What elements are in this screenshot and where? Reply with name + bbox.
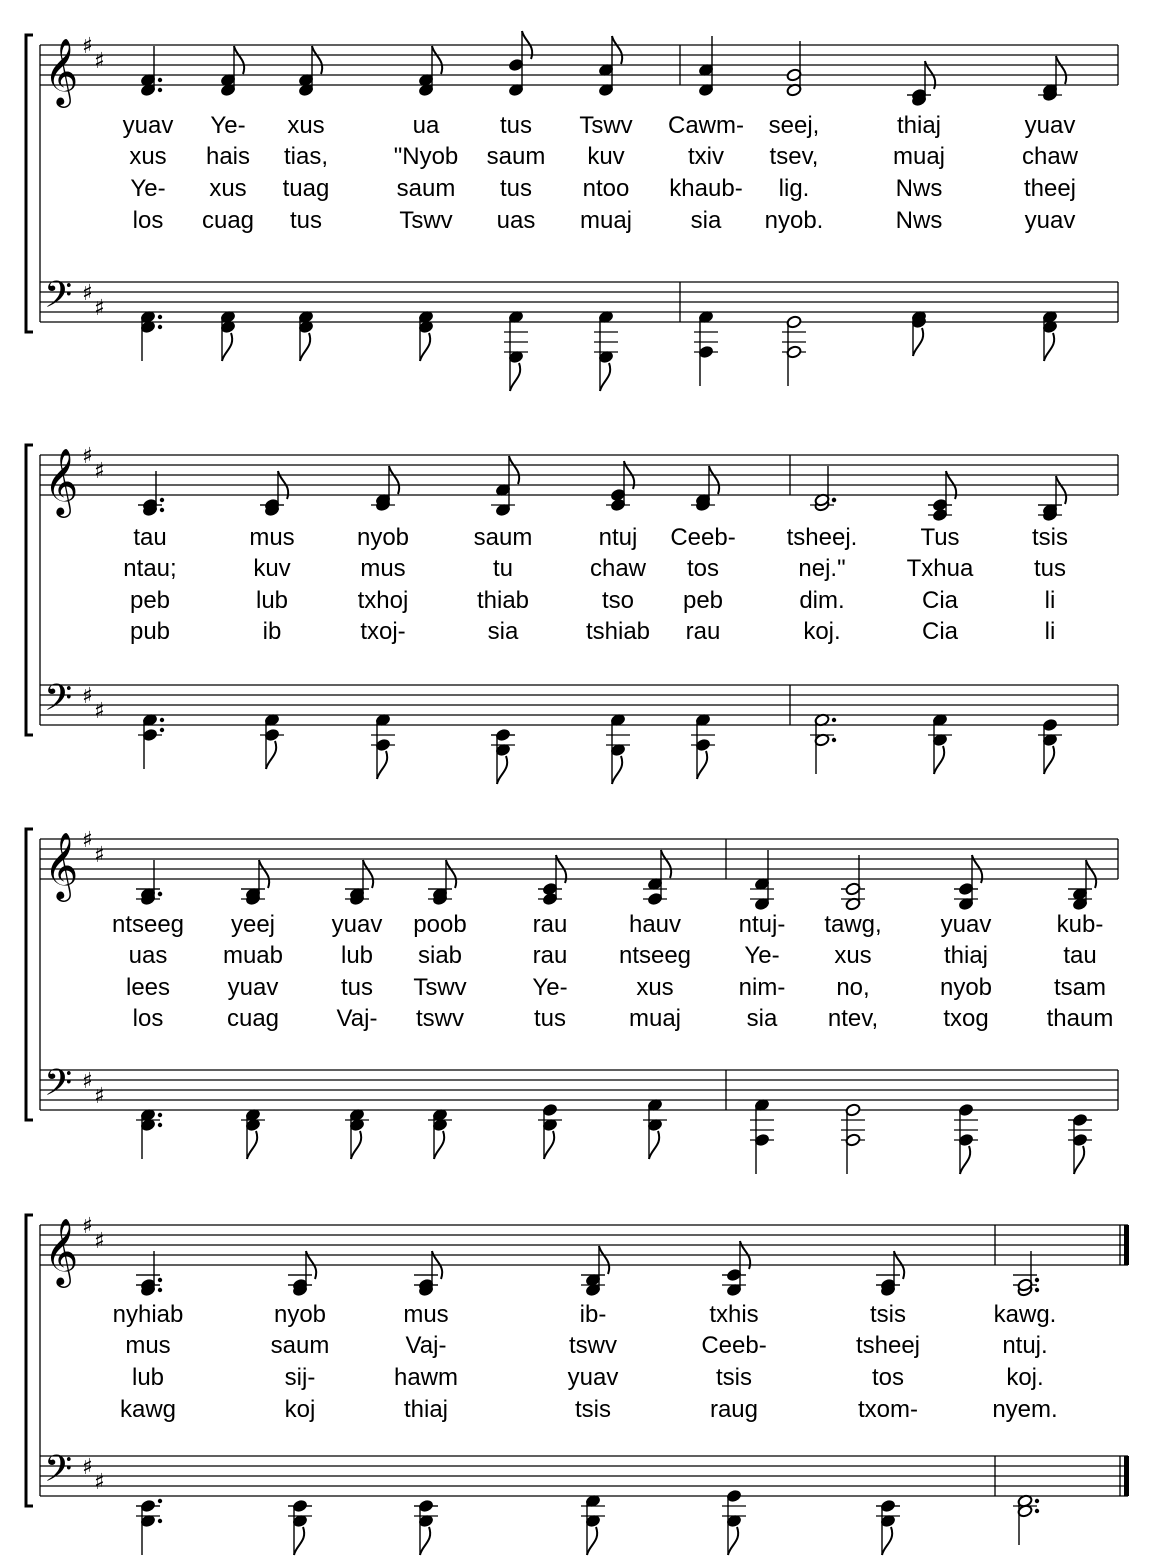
flag	[709, 466, 719, 494]
bass-clef: 𝄢	[44, 274, 73, 325]
system-bracket	[26, 1215, 33, 1506]
flag	[882, 1527, 892, 1555]
lyric-syllable: Ye-	[210, 112, 246, 139]
flag	[600, 363, 610, 391]
lyric-syllable: txhis	[709, 1301, 759, 1328]
lyric-syllable: kuv	[253, 555, 291, 582]
music-system	[26, 828, 1118, 1174]
lyric-syllable: tawg,	[824, 911, 882, 938]
lyric-syllable: yuav	[567, 1364, 619, 1391]
lyric-syllable: xus	[209, 175, 247, 202]
lyric-syllable: tsis	[575, 1396, 611, 1423]
lyric-syllable: yuav	[331, 911, 383, 938]
treble-clef: 𝄞	[44, 1217, 79, 1285]
flag	[649, 1131, 659, 1159]
flag	[497, 756, 507, 784]
lyric-syllable: sia	[690, 207, 722, 234]
lyric-syllable: ib-	[579, 1301, 607, 1328]
augmentation-dot	[158, 315, 162, 319]
flag	[294, 1527, 304, 1555]
lyric-syllable: Ye-	[532, 974, 568, 1001]
lyric-syllable: ntuj.	[1002, 1332, 1048, 1359]
lyric-syllable: Nws	[895, 207, 943, 234]
sharp-sign: ♯	[94, 843, 105, 868]
lyric-syllable: nyob	[356, 524, 410, 551]
sharp-sign: ♯	[82, 1455, 93, 1480]
lyric-syllable: hais	[205, 143, 251, 170]
lyric-syllable: mus	[360, 555, 406, 582]
lyric-syllable: Cia	[921, 618, 959, 645]
lyric-syllable: thiaj	[896, 112, 942, 139]
lyric-syllable: tau	[133, 524, 167, 551]
lyric-syllable: tus	[499, 175, 533, 202]
lyric-syllable: ua	[412, 112, 440, 139]
treble-clef: 𝄞	[44, 447, 79, 515]
treble-clef: 𝄞	[44, 37, 79, 105]
lyric-syllable: yuav	[122, 112, 174, 139]
sharp-sign: ♯	[82, 828, 93, 853]
lyric-syllable: yuav	[227, 974, 279, 1001]
lyric-syllable: tsis	[870, 1301, 906, 1328]
lyric-syllable: los	[132, 1005, 164, 1032]
lyric-syllable: ntuj	[598, 524, 638, 551]
lyric-syllable: kawg	[119, 1396, 177, 1423]
music-system	[26, 1214, 1129, 1555]
flag	[934, 746, 944, 774]
lyric-syllable: poob	[413, 911, 467, 938]
lyric-syllable: tswv	[416, 1005, 464, 1032]
bass-clef: 𝄢	[44, 677, 73, 728]
flag	[728, 1527, 738, 1555]
lyric-syllable: txoj-	[360, 618, 406, 645]
lyric-syllable: xus	[287, 112, 325, 139]
lyric-syllable: Ceeb-	[670, 524, 736, 551]
lyric-syllable: tus	[340, 974, 374, 1001]
flag	[363, 860, 373, 888]
lyric-syllable: lig.	[778, 175, 810, 202]
system-bracket	[26, 829, 33, 1120]
lyric-syllable: Ceeb-	[701, 1332, 767, 1359]
lyric-syllable: siab	[417, 942, 463, 969]
augmentation-dot	[158, 325, 162, 329]
lyric-syllable: ib	[262, 618, 282, 645]
lyric-syllable: tus	[289, 207, 323, 234]
sharp-sign: ♯	[94, 1470, 105, 1495]
lyric-syllable: tau	[1063, 942, 1097, 969]
lyric-syllable: nyem.	[992, 1396, 1058, 1423]
lyric-syllable: peb	[682, 587, 724, 614]
lyric-syllable: Nws	[895, 175, 943, 202]
lyric-syllable: saum	[270, 1332, 330, 1359]
sharp-sign: ♯	[94, 1229, 105, 1254]
lyric-syllable: kawg.	[993, 1301, 1057, 1328]
lyric-syllable: rau	[685, 618, 721, 645]
lyric-syllable: ntev,	[827, 1005, 879, 1032]
flag	[389, 466, 399, 494]
lyric-syllable: kub-	[1056, 911, 1104, 938]
lyric-syllable: xus	[636, 974, 674, 1001]
flag	[420, 1527, 430, 1555]
lyric-syllable: ntseeg	[111, 911, 185, 938]
lyric-syllable: cuag	[201, 207, 255, 234]
augmentation-dot	[1035, 1509, 1039, 1513]
lyric-syllable: txog	[943, 1005, 989, 1032]
flag	[1056, 56, 1066, 84]
lyric-syllable: muaj	[892, 143, 946, 170]
lyric-syllable: mus	[125, 1332, 171, 1359]
lyric-syllable: cuag	[226, 1005, 280, 1032]
lyric-syllable: yuav	[1024, 207, 1076, 234]
lyric-syllable: saum	[473, 524, 533, 551]
augmentation-dot	[158, 88, 162, 92]
lyric-syllable: tsis	[1032, 524, 1068, 551]
flag	[446, 860, 456, 888]
lyric-syllable: ntoo	[582, 175, 630, 202]
lyric-syllable: tsis	[716, 1364, 752, 1391]
lyric-syllable: tsev,	[769, 143, 819, 170]
flag	[420, 333, 430, 361]
augmentation-dot	[158, 1113, 162, 1117]
lyric-syllable: dim.	[799, 587, 845, 614]
flag	[661, 850, 671, 878]
lyric-syllable: tos	[871, 1364, 905, 1391]
lyric-syllable: lees	[125, 974, 171, 1001]
lyric-syllable: seej,	[768, 112, 820, 139]
bass-clef: 𝄢	[44, 1062, 73, 1113]
flag	[434, 1131, 444, 1159]
flag	[960, 1146, 970, 1174]
lyric-syllable: sia	[487, 618, 519, 645]
lyric-syllable: nej."	[798, 555, 846, 582]
lyric-syllable: raug	[709, 1396, 759, 1423]
lyric-syllable: ntuj-	[738, 911, 786, 938]
lyric-syllable: koj	[284, 1396, 316, 1423]
lyric-syllable: theej	[1023, 175, 1077, 202]
lyric-syllable: thiaj	[403, 1396, 449, 1423]
lyric-syllable: rau	[532, 942, 568, 969]
flag	[913, 328, 923, 356]
treble-clef: 𝄞	[44, 831, 79, 899]
lyric-syllable: tshiab	[585, 618, 651, 645]
lyric-syllable: Tswv	[399, 207, 453, 234]
flag	[377, 751, 387, 779]
lyric-syllable: pub	[129, 618, 171, 645]
augmentation-dot	[1035, 1499, 1039, 1503]
lyric-syllable: ntau;	[123, 555, 177, 582]
augmentation-dot	[158, 78, 162, 82]
lyric-syllable: nyob.	[764, 207, 824, 234]
augmentation-dot	[160, 718, 164, 722]
flag	[351, 1131, 361, 1159]
lyric-syllable: mus	[403, 1301, 449, 1328]
lyric-syllable: li	[1044, 587, 1056, 614]
augmentation-dot	[158, 892, 162, 896]
augmentation-dot	[158, 1278, 162, 1282]
lyric-syllable: tus	[533, 1005, 567, 1032]
lyric-syllable: lub	[340, 942, 374, 969]
lyric-syllable: lub	[131, 1364, 165, 1391]
flag	[1086, 860, 1096, 888]
sharp-sign: ♯	[82, 1069, 93, 1094]
lyric-syllable: Ye-	[130, 175, 166, 202]
lyric-syllable: "Nyob	[393, 143, 459, 170]
sharp-sign: ♯	[82, 684, 93, 709]
lyric-syllable: saum	[396, 175, 456, 202]
lyric-syllable: tus	[499, 112, 533, 139]
lyric-syllable: tus	[1033, 555, 1067, 582]
lyric-syllable: peb	[129, 587, 171, 614]
lyric-syllable: lub	[255, 587, 289, 614]
lyric-syllable: xus	[129, 143, 167, 170]
system-bracket	[26, 35, 33, 332]
flag	[1044, 746, 1054, 774]
flag	[544, 1131, 554, 1159]
lyric-syllable: koj.	[803, 618, 841, 645]
flag	[1074, 1146, 1084, 1174]
lyric-syllable: tso	[601, 587, 635, 614]
music-system	[26, 444, 1118, 784]
flag	[312, 46, 322, 74]
augmentation-dot	[160, 498, 164, 502]
augmentation-dot	[158, 1499, 162, 1503]
flag	[1044, 333, 1054, 361]
bass-clef: 𝄢	[44, 1448, 73, 1499]
music-system	[26, 31, 1118, 391]
lyric-syllable: kuv	[587, 143, 625, 170]
sharp-sign: ♯	[94, 699, 105, 724]
lyric-syllable: sia	[746, 1005, 778, 1032]
lyric-syllable: thiab	[476, 587, 530, 614]
lyric-syllable: yuav	[1024, 112, 1076, 139]
lyric-syllable: tsheej	[855, 1332, 921, 1359]
lyric-syllable: tsheej.	[786, 524, 858, 551]
lyric-syllable: thiaj	[943, 942, 989, 969]
sharp-sign: ♯	[94, 459, 105, 484]
final-barline-thick	[1124, 1456, 1129, 1496]
lyric-syllable: chaw	[1021, 143, 1079, 170]
lyric-syllable: nyhiab	[112, 1301, 184, 1328]
augmentation-dot	[832, 738, 836, 742]
lyric-syllable: uas	[128, 942, 168, 969]
flag	[222, 333, 232, 361]
lyric-syllable: yeej	[230, 911, 276, 938]
sharp-sign: ♯	[94, 296, 105, 321]
system-bracket	[26, 445, 33, 735]
lyric-syllable: txhoj	[357, 587, 409, 614]
lyric-syllable: tsam	[1053, 974, 1107, 1001]
lyric-syllable: saum	[486, 143, 546, 170]
flag	[612, 36, 622, 64]
lyric-syllable: nyob	[939, 974, 993, 1001]
lyric-syllable: li	[1044, 618, 1056, 645]
flag	[300, 333, 310, 361]
augmentation-dot	[832, 718, 836, 722]
lyric-syllable: tias,	[283, 143, 329, 170]
flag	[234, 46, 244, 74]
lyric-syllable: sij-	[284, 1364, 316, 1391]
lyric-syllable: muaj	[579, 207, 633, 234]
flag	[259, 860, 269, 888]
lyric-syllable: Cia	[921, 587, 959, 614]
lyric-syllable: Cawm-	[668, 112, 744, 139]
flag	[1056, 476, 1066, 504]
lyric-syllable: hawm	[393, 1364, 459, 1391]
sharp-sign: ♯	[82, 281, 93, 306]
lyric-syllable: Ye-	[744, 942, 780, 969]
augmentation-dot	[158, 1123, 162, 1127]
lyric-syllable: ntseeg	[618, 942, 692, 969]
augmentation-dot	[160, 508, 164, 512]
sharp-sign: ♯	[94, 49, 105, 74]
flag	[697, 751, 707, 779]
lyric-syllable: no,	[836, 974, 870, 1001]
lyric-syllable: Tswv	[413, 974, 467, 1001]
flag	[266, 741, 276, 769]
augmentation-dot	[1035, 1278, 1039, 1282]
lyric-syllable: thaum	[1046, 1005, 1114, 1032]
lyric-syllable: mus	[249, 524, 295, 551]
lyric-syllable: rau	[532, 911, 568, 938]
lyric-syllable: Tus	[920, 524, 960, 551]
sharp-sign: ♯	[82, 1214, 93, 1239]
lyric-syllable: tuag	[282, 175, 330, 202]
lyric-syllable: chaw	[589, 555, 647, 582]
final-barline-thick	[1124, 1225, 1129, 1265]
lyric-syllable: txiv	[688, 143, 724, 170]
lyric-syllable: Vaj-	[336, 1005, 378, 1032]
lyric-syllable: hauv	[628, 911, 682, 938]
lyric-syllable: nim-	[738, 974, 786, 1001]
flag	[247, 1131, 257, 1159]
lyric-syllable: nyob	[273, 1301, 327, 1328]
lyric-syllable: uas	[496, 207, 536, 234]
lyric-syllable: yuav	[940, 911, 992, 938]
flag	[432, 46, 442, 74]
lyric-syllable: Tswv	[579, 112, 633, 139]
lyric-syllable: los	[132, 207, 164, 234]
augmentation-dot	[832, 498, 836, 502]
lyric-syllable: Txhua	[906, 555, 974, 582]
lyric-syllable: txom-	[858, 1396, 918, 1423]
lyric-syllable: koj.	[1006, 1364, 1044, 1391]
lyric-syllable: tswv	[569, 1332, 617, 1359]
flag	[599, 1246, 609, 1274]
sharp-sign: ♯	[94, 1084, 105, 1109]
lyric-syllable: Vaj-	[405, 1332, 447, 1359]
lyric-syllable: tu	[492, 555, 514, 582]
lyric-syllable: khaub-	[669, 175, 743, 202]
lyric-syllable: tos	[686, 555, 720, 582]
flag	[510, 363, 520, 391]
flag	[612, 756, 622, 784]
lyric-syllable: muaj	[628, 1005, 682, 1032]
sharp-sign: ♯	[82, 444, 93, 469]
sharp-sign: ♯	[82, 34, 93, 59]
augmentation-dot	[158, 1519, 162, 1523]
augmentation-dot	[160, 728, 164, 732]
flag	[587, 1527, 597, 1555]
lyric-syllable: xus	[834, 942, 872, 969]
augmentation-dot	[158, 1288, 162, 1292]
lyric-syllable: muab	[222, 942, 284, 969]
flag	[509, 456, 519, 484]
augmentation-dot	[1035, 1288, 1039, 1292]
